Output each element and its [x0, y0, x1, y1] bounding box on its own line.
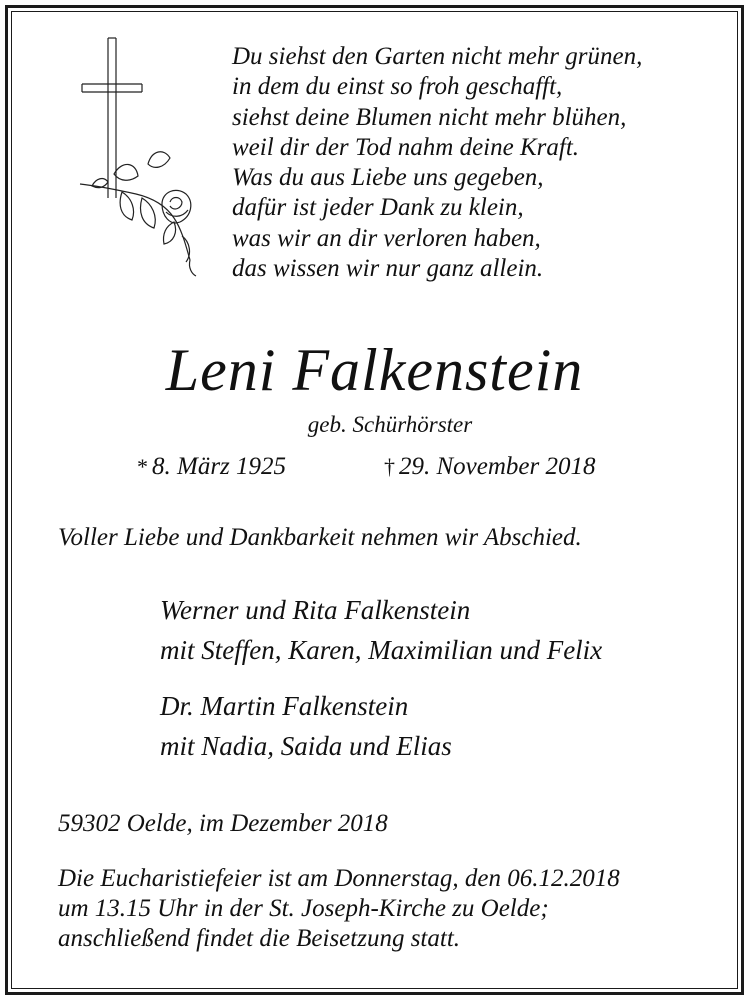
death-dagger-icon: † [384, 454, 395, 479]
life-dates [0, 451, 749, 483]
poem-line: Du siehst den Garten nicht mehr grünen, [232, 43, 643, 70]
place-date: 59302 Oelde, im Dezember 2018 [58, 810, 388, 837]
birth-date-group [137, 451, 286, 483]
service-info [58, 864, 728, 954]
family-member-line: Dr. Martin Falkenstein [160, 691, 409, 721]
poem-line: das wissen wir nur ganz allein. [232, 255, 544, 283]
farewell-text: Voller Liebe und Dankbarkeit nehmen wir Abschied. [58, 524, 582, 551]
poem-line: siehst deine Blumen nicht mehr blühen, [232, 103, 627, 131]
service-line: anschließend findet die Beisetzung statt. [58, 925, 461, 952]
birth-date: 8. März 1925 [152, 453, 287, 480]
poem-line: weil dir der Tod nahm deine Kraft. [232, 133, 580, 161]
birth-star-icon: * [137, 454, 148, 479]
death-date: 29. November 2018 [399, 453, 596, 480]
poem-line: in dem du einst so froh geschafft, [232, 73, 563, 101]
service-line: Die Eucharistiefeier ist am Donnerstag, den 06.12.2018 [58, 865, 620, 892]
family-member-line: Werner und Rita Falkenstein [160, 595, 471, 625]
poem [232, 42, 722, 284]
family-member-line: mit Steffen, Karen, Maximilian und Felix [160, 635, 603, 665]
family-group [160, 686, 730, 766]
family-member-line: mit Nadia, Saida und Elias [160, 731, 452, 761]
maiden-name: geb. Schürhörster [307, 412, 473, 437]
poem-line: Was du aus Liebe uns gegeben, [232, 164, 544, 192]
family-group [160, 590, 730, 670]
poem-line: dafür ist jeder Dank zu klein, [232, 194, 524, 222]
death-date-group [384, 451, 596, 483]
poem-line: was wir an dir verloren haben, [232, 224, 541, 252]
cross-with-rose-icon [78, 36, 203, 286]
deceased-name: Leni Falkenstein [165, 337, 584, 403]
service-line: um 13.15 Uhr in der St. Joseph-Kirche zu Oelde; [58, 895, 549, 922]
